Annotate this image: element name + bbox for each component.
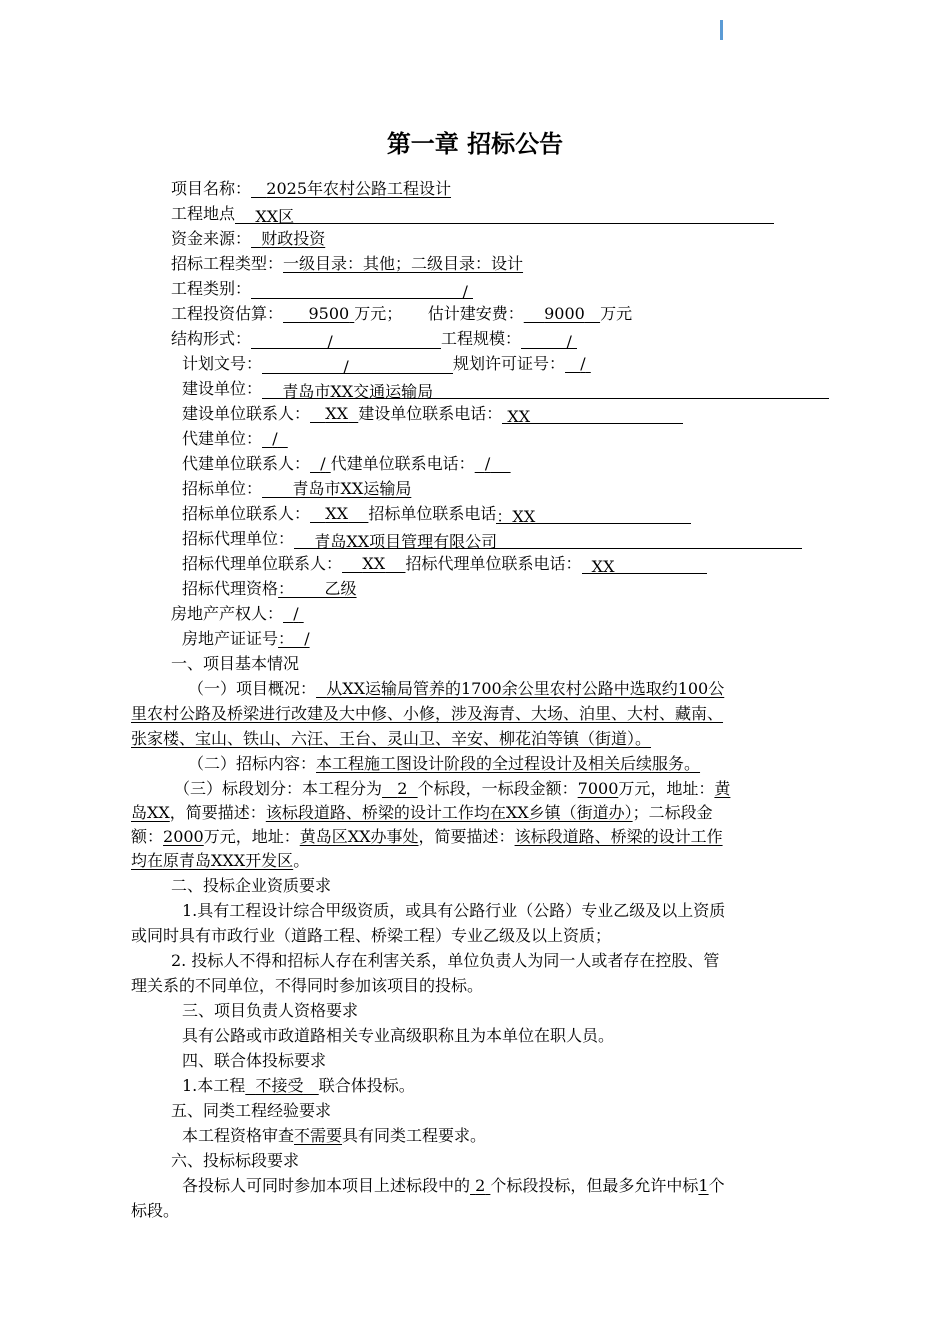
invest-value: 9500 [308, 304, 350, 323]
tender-content-line: （二）招标内容：本工程施工图设计阶段的全过程设计及相关后续服务。 [188, 754, 701, 773]
qualification-item-1b: 或同时具有市政行业（道路工程、桥梁工程）专业乙级及以上资质； [131, 926, 612, 945]
agency-line: 招标代理单位： 青岛XX项目管理有限公司 [182, 527, 802, 551]
tenderer-contact-line: 招标单位联系人： XX 招标单位联系电话：XX [182, 502, 691, 526]
lot-division-line-4: 均在原青岛XXX开发区。 [131, 851, 310, 870]
agent-build-value: / [272, 429, 278, 448]
manager-requirement-text: 具有公路或市政道路相关专业高级职称且为本单位在职人员。 [182, 1026, 615, 1045]
lot-division-line-2: 岛XX，简要描述：该标段道路、桥梁的设计工作均在XX乡镇（街道办）；二标段金 [131, 803, 713, 822]
scale-value: / [521, 330, 577, 349]
plan-value: / [262, 355, 453, 374]
agent-build-contact-value: / [320, 454, 326, 473]
section-heading-3: 三、项目负责人资格要求 [182, 1001, 359, 1020]
structure-value: / [251, 330, 441, 349]
investment-line: 工程投资估算： 9500 万元； 估计建安费： 9000 万元 [171, 304, 633, 323]
experience-requirement-text: 本工程资格审查不需要具有同类工程要求。 [182, 1126, 487, 1145]
build-value: 9000 [544, 304, 585, 323]
type-value: 一级目录：其他；二级目录：设计 [283, 254, 524, 273]
agent-build-phone-value: / [484, 454, 491, 473]
agency-phone-value: XX [582, 555, 707, 574]
tenderer-line: 招标单位： 青岛市XX运输局 [182, 479, 412, 498]
section-heading-5: 五、同类工程经验要求 [171, 1101, 332, 1120]
qualification-item-2a: 2. 投标人不得和招标人存在利害关系，单位负责人为同一人或者存在控股、管 [171, 951, 720, 970]
consortium-requirement-text: 1.本工程 不接受 联合体投标。 [182, 1076, 415, 1095]
section-heading-1: 一、项目基本情况 [171, 654, 300, 673]
fund-value: 财政投资 [261, 229, 326, 248]
owner-phone-value: XX [502, 405, 683, 424]
property-cert-value: ： / [278, 629, 310, 648]
project-overview-line-2: 里农村公路及桥梁进行改建及大中修、小修，涉及海青、大场、泊里、大村、藏南、 [131, 704, 724, 723]
category-line: 工程类别： / [171, 277, 473, 301]
chapter-title: 第一章 招标公告 [386, 130, 564, 158]
agency-contact-value: XX [362, 554, 386, 573]
agency-contact-line: 招标代理单位联系人： XX 招标代理单位联系电话： XX [182, 552, 707, 576]
structure-line: 结构形式： / 工程规模： / [171, 327, 577, 351]
location-line: 工程地点 XX区 [171, 202, 774, 226]
project-name-value: 2025年农村公路工程设计 [266, 179, 452, 198]
category-value: / [251, 280, 473, 299]
owner-line: 建设单位： 青岛市XX交通运输局 [182, 377, 829, 401]
property-owner-line: 房地产产权人： / [171, 602, 304, 626]
tender-content-text: 本工程施工图设计阶段的全过程设计及相关后续服务。 [316, 754, 701, 773]
qualification-item-2b: 理关系的不同单位，不得同时参加该项目的投标。 [131, 976, 484, 995]
section-heading-6: 六、投标标段要求 [171, 1151, 300, 1170]
qualification-item-1a: 1.具有工程设计综合甲级资质，或具有公路行业（公路）专业乙级及以上资质 [182, 901, 726, 920]
owner-value: 青岛市XX交通运输局 [262, 380, 829, 399]
fund-line: 资金来源： 财政投资 [171, 229, 326, 248]
tenderer-phone-value: ：XX [496, 505, 691, 524]
agent-build-line: 代建单位： / [182, 427, 288, 451]
section-heading-2: 二、投标企业资质要求 [171, 876, 332, 895]
agency-qualification-value: ： 乙级 [278, 579, 357, 598]
project-overview-line-1: （一）项目概况： 从XX运输局管养的1700余公里农村公路中选取约100公 [188, 679, 725, 698]
lot-division-line-1: （三）标段划分：本工程分为 2 个标段，一标段金额：7000万元，地址：黄 [174, 779, 731, 798]
location-value: XX区 [235, 205, 774, 224]
owner-contact-value: XX [325, 404, 349, 423]
lot-bid-requirement-line-2: 标段。 [131, 1201, 180, 1220]
tenderer-value: 青岛市XX运输局 [292, 479, 412, 498]
agent-build-contact-line: 代建单位联系人： / 代建单位联系电话： / [182, 452, 511, 476]
property-owner-value: / [293, 604, 299, 623]
lot-bid-requirement-line-1: 各投标人可同时参加本项目上述标段中的 2 个标段投标，但最多允许中标1个 [182, 1176, 725, 1195]
project-overview-line-3: 张家楼、宝山、铁山、六汪、王台、灵山卫、辛安、柳花泊等镇（街道）。 [131, 729, 652, 748]
type-line: 招标工程类型：一级目录：其他；二级目录：设计 [171, 254, 524, 273]
project-overview-text: 从XX运输局管养的1700余公里农村公路中选取约100公 [326, 679, 725, 698]
owner-contact-line: 建设单位联系人： XX 建设单位联系电话： XX [182, 402, 683, 426]
cursor-mark [720, 20, 723, 40]
permit-value: / [580, 354, 586, 373]
section-heading-4: 四、联合体投标要求 [182, 1051, 327, 1070]
project-name-line: 项目名称： 2025年农村公路工程设计 [171, 179, 452, 198]
tenderer-contact-value: XX [325, 504, 349, 523]
agency-value: 青岛XX项目管理有限公司 [294, 530, 802, 549]
agency-qualification-line: 招标代理资格： 乙级 [182, 579, 357, 598]
property-cert-line: 房地产证证号： / [182, 629, 310, 648]
plan-line: 计划文号： / 规划许可证号： / [182, 352, 591, 376]
lot-division-line-3: 额：2000万元，地址：黄岛区XX办事处，简要描述：该标段道路、桥梁的设计工作 [131, 827, 723, 846]
